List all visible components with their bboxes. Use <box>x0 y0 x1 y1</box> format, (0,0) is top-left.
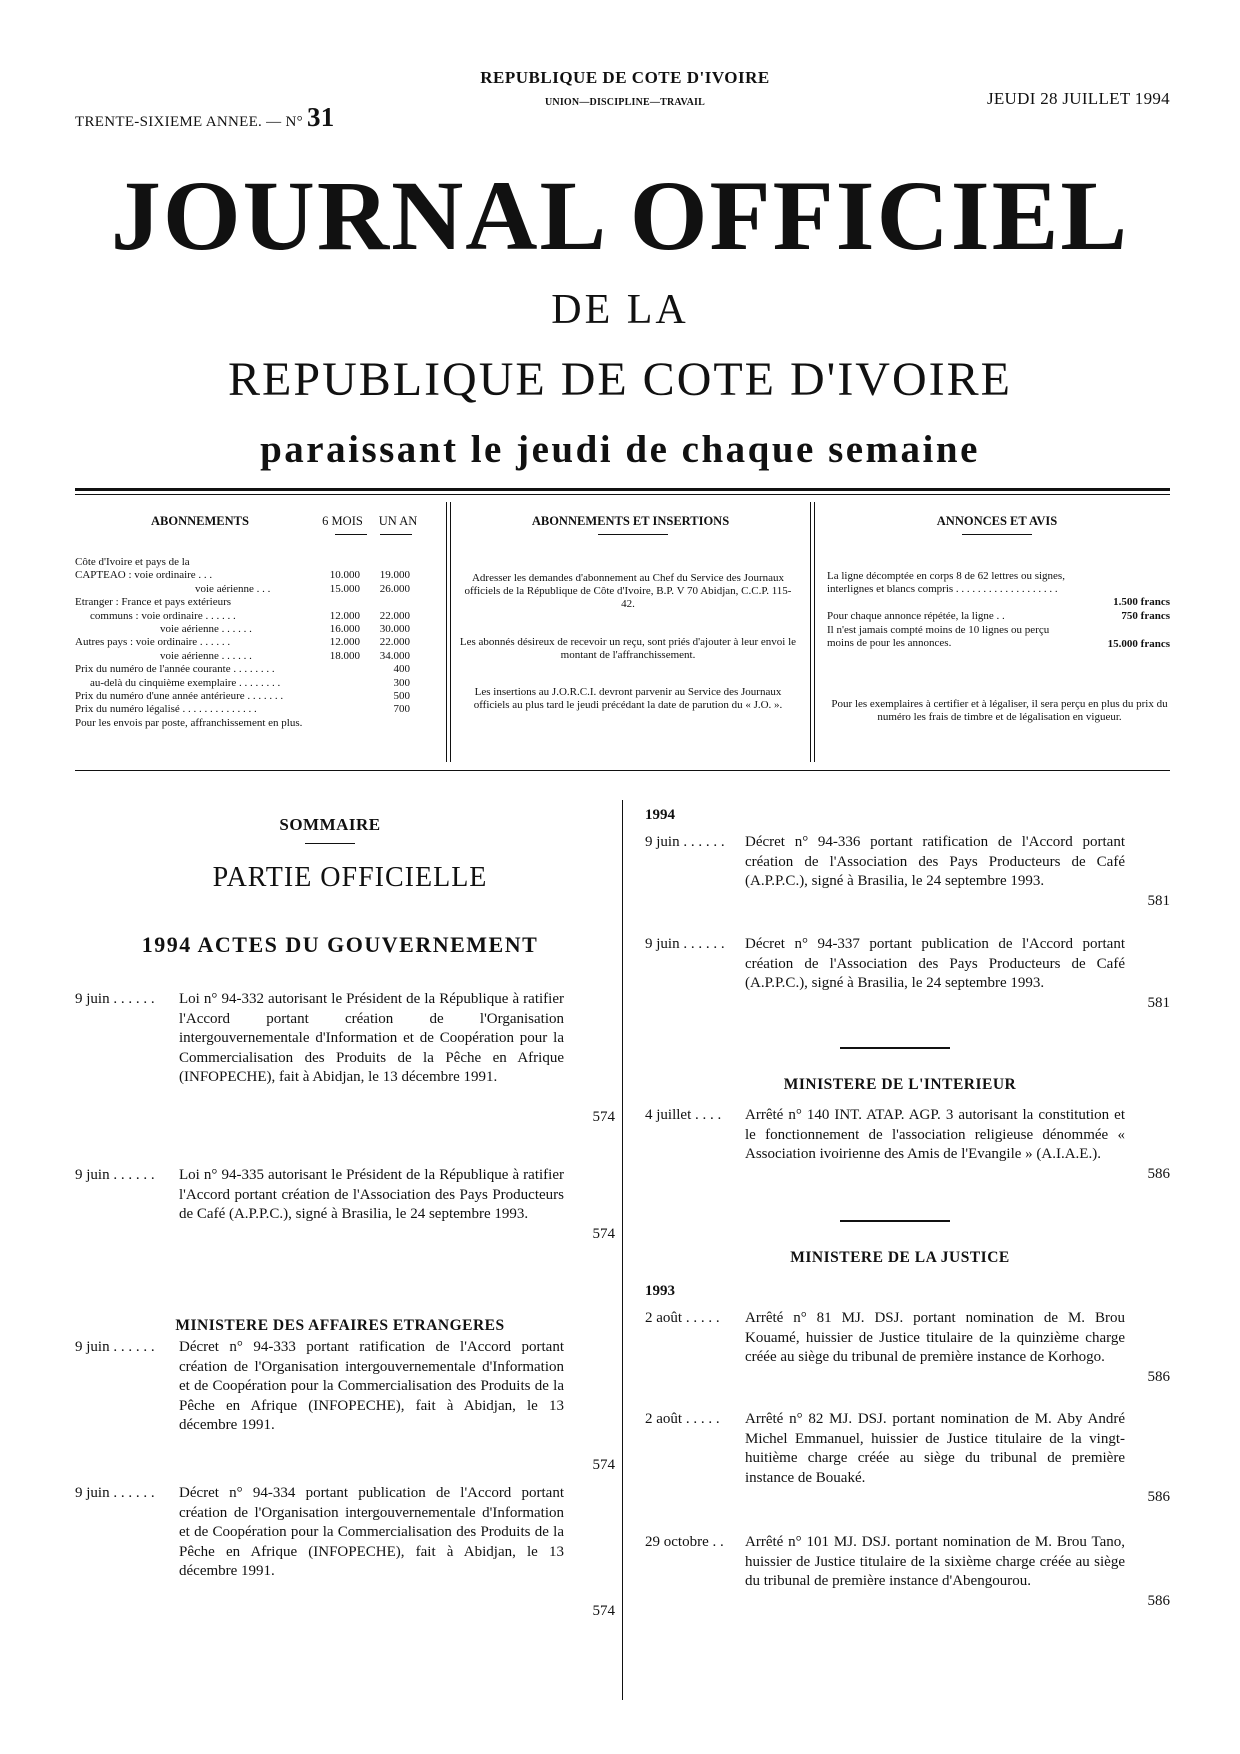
abonnements-row-un-an: 700 <box>393 703 410 716</box>
entry-date: 2 août . . . . . <box>645 1411 720 1427</box>
sommaire-entry <box>645 1533 1170 1611</box>
sommaire-entry <box>645 935 1170 1013</box>
annonces-l4: Pour les exemplaires à certifier et à légaliser, il sera perçu en plus du prix du numéro les frais de timbre et de légalisation en vigueur. <box>831 698 1168 723</box>
entry-date: 29 octobre . . <box>645 1534 724 1550</box>
justice-heading: MINISTERE DE LA JUSTICE <box>790 1249 1010 1266</box>
entry-page: 586 <box>1147 1165 1170 1182</box>
sommaire-entry <box>75 1338 615 1475</box>
abonnements-heading: ABONNEMENTS <box>151 514 249 528</box>
abonnements-row-label: Côte d'Ivoire et pays de la <box>75 556 190 568</box>
annonces-l2-price: 750 francs <box>1121 610 1170 622</box>
insertions-p2: Les abonnés désireux de recevoir un reçu, sont priés d'ajouter à leur envoi le montant de l'affranchissement. <box>459 636 797 661</box>
abonnements-row-un-an: 500 <box>393 690 410 702</box>
abonnements-row-label: voie aérienne . . . <box>195 582 271 595</box>
abonnements-row-label: voie aérienne . . . . . . <box>160 623 252 635</box>
entry-text: Décret n° 94-336 portant ratification de l'Accord portant création de l'Association des Pays Producteurs de Café (A.P.P.C.), signé à Brasilia, le 24 septembre 1993. <box>745 834 1125 890</box>
entry-text: Loi n° 94-332 autorisant le Président de la République à ratifier l'Accord portant création de l'Organisation intergouvernementale d'Information et de Coopération pour la Commercialisation des Produits de la Pêche en Afrique (INFOPECHE), fait à Abidjan, le 13 décembre 1991. <box>179 991 564 1086</box>
abonnements-row-6mois: 12.000 <box>329 636 360 649</box>
entry-page: 581 <box>1147 892 1170 909</box>
abonnements-row-un-an: 22.000 <box>379 636 410 649</box>
abonnements-row-label: Etranger : France et pays extérieurs <box>75 596 232 609</box>
issue-date: JEUDI 28 JUILLET 1994 <box>986 89 1170 108</box>
abonnements-row-label: Autres pays : voie ordinaire . . . . . . <box>75 636 231 649</box>
entry-date: 9 juin . . . . . . <box>645 936 725 952</box>
motto: UNION—DISCIPLINE—TRAVAIL <box>544 97 706 108</box>
annee-label: TRENTE-SIXIEME ANNEE. — N° <box>75 114 303 130</box>
col-un-an: UN AN <box>378 514 418 528</box>
republic-header: REPUBLIQUE DE COTE D'IVOIRE <box>480 68 770 87</box>
masthead-tagline: paraissant le jeudi de chaque semaine <box>260 428 980 471</box>
entry-date: 9 juin . . . . . . <box>75 1485 155 1501</box>
entry-text: Loi n° 94-335 autorisant le Président de la République à ratifier l'Accord portant création de l'Association des Pays Producteurs de Café (A.P.P.C.), signé à Brasilia, le 24 septembre 1993. <box>179 1167 564 1223</box>
entry-page: 574 <box>592 1456 615 1473</box>
sommaire-heading: SOMMAIRE <box>279 815 381 834</box>
sommaire-entry <box>645 1309 1170 1387</box>
issue-number: 31 <box>307 102 335 132</box>
right-column <box>645 0 1180 1754</box>
insertions-p3: Les insertions au J.O.R.C.I. devront parvenir au Service des Journaux officiels au plus tard le jeudi précédant la date de parution du « J.O. ». <box>473 686 783 711</box>
entry-text: Arrêté n° 140 INT. ATAP. AGP. 3 autorisant la constitution et le fonctionnement de l'association religieuse dénommée « Association ivoirienne des Amis de l'Evangile » (A.I.A.E.). <box>745 1107 1125 1163</box>
entry-date: 9 juin . . . . . . <box>75 1167 155 1183</box>
sommaire-entry <box>645 1106 1170 1184</box>
sommaire-entry <box>645 833 1170 911</box>
abonnements-row-un-an: 26.000 <box>379 582 410 595</box>
abonnements-row-6mois: 12.000 <box>329 609 360 622</box>
annonces-l2: Pour chaque annonce répétée, la ligne . . <box>827 610 1005 622</box>
partie-officielle-heading: PARTIE OFFICIELLE <box>212 862 488 893</box>
affaires-heading: MINISTERE DES AFFAIRES ETRANGERES <box>175 1317 505 1334</box>
sommaire-entry <box>75 990 615 1127</box>
annonces-l3-price: 15.000 francs <box>1107 638 1170 650</box>
entry-page: 581 <box>1147 994 1170 1011</box>
abonnements-row-label: au-delà du cinquième exemplaire . . . . . . . . <box>90 676 281 689</box>
entry-text: Arrêté n° 101 MJ. DSJ. portant nomination de M. Brou Tano, huissier de Justice titulaire de la sixième charge créée au siège du tribunal de première instance d'Abengourou. <box>745 1534 1125 1590</box>
entry-page: 574 <box>592 1225 615 1242</box>
abonnements-row-label: communs : voie ordinaire . . . . . . <box>90 609 236 622</box>
insertions-p1: Adresser les demandes d'abonnement au Chef du Service des Journaux officiels de la République de Côte d'Ivoire, B.P. V 70 Abidjan, C.C.P. 115-42. <box>464 572 792 610</box>
abonnements-row-un-an: 19.000 <box>379 569 410 582</box>
entry-text: Décret n° 94-334 portant publication de l'Accord portant création de l'Organisation intergouvernementale d'Information et de Coopération pour la Commercialisation des Produits de la Pêche en Afrique (INFOPECHE), fait à Abidjan, le 13 décembre 1991. <box>179 1485 564 1580</box>
abonnements-row-un-an: 400 <box>393 663 410 676</box>
abonnements-row-6mois: 10.000 <box>329 569 360 582</box>
entry-date: 9 juin . . . . . . <box>645 834 725 850</box>
entry-page: 586 <box>1147 1592 1170 1609</box>
entry-date: 9 juin . . . . . . <box>75 1339 155 1355</box>
entry-date: 9 juin . . . . . . <box>75 991 155 1007</box>
entry-page: 574 <box>592 1108 615 1125</box>
separator-1 <box>840 1047 950 1049</box>
abonnements-row-label: Prix du numéro de l'année courante . . . . . . . . <box>75 663 275 676</box>
abonnements-row-label: Prix du numéro légalisé . . . . . . . . . . . . . . <box>75 703 257 716</box>
justice-year: 1993 <box>645 1283 675 1299</box>
annonces-l1-price: 1.500 francs <box>1113 596 1170 608</box>
entry-page: 574 <box>592 1602 615 1619</box>
masthead-republique: REPUBLIQUE DE COTE D'IVOIRE <box>228 353 1012 406</box>
entry-text: Arrêté n° 81 MJ. DSJ. portant nomination de M. Brou Kouamé, huissier de Justice titulaire de la quinzième charge créée au siège du tribunal de première instance de Korhogo. <box>745 1310 1125 1366</box>
separator-2 <box>840 1220 950 1222</box>
annonces-l3: Il n'est jamais compté moins de 10 lignes ou perçu moins de pour les annonces. <box>827 624 1050 649</box>
interieur-heading: MINISTERE DE L'INTERIEUR <box>783 1076 1017 1093</box>
masthead-title: JOURNAL OFFICIEL <box>110 160 1130 271</box>
annonces-heading: ANNONCES ET AVIS <box>936 514 1058 528</box>
abonnements-row-label: CAPTEAO : voie ordinaire . . . <box>75 569 213 582</box>
abonnements-row-6mois: 15.000 <box>329 582 360 595</box>
entry-page: 586 <box>1147 1368 1170 1385</box>
abonnements-row-un-an: 34.000 <box>379 649 410 662</box>
abonnements-row-6mois: 16.000 <box>329 623 360 635</box>
entry-page: 586 <box>1147 1489 1170 1506</box>
sommaire-entry <box>75 1166 615 1244</box>
insertions-heading: ABONNEMENTS ET INSERTIONS <box>531 514 730 528</box>
entry-date: 4 juillet . . . . <box>645 1107 722 1123</box>
abonnements-row-label: voie aérienne . . . . . . <box>160 649 252 662</box>
sommaire-entry <box>645 1410 1170 1508</box>
annonces-l1: La ligne décomptée en corps 8 de 62 lettres ou signes, interlignes et blancs compris . . . . . . . . . . . . . . . . . . . <box>827 570 1065 595</box>
abonnements-row-un-an: 300 <box>393 676 410 689</box>
sommaire-entry <box>75 1484 615 1621</box>
entry-text: Décret n° 94-337 portant publication de l'Accord portant création de l'Association des Pays Producteurs de Café (A.P.P.C.), signé à Brasilia, le 24 septembre 1993. <box>745 936 1125 992</box>
column-divider <box>622 800 623 1700</box>
left-column <box>75 0 620 1754</box>
entry-text: Arrêté n° 82 MJ. DSJ. portant nomination de M. Aby André Michel Emmanuel, huissier de Justice titulaire de la vingt-huitième charge créée au siège du tribunal de première instance de Bouaké. <box>745 1411 1125 1486</box>
col-6mois: 6 MOIS <box>322 514 363 528</box>
right-year: 1994 <box>645 807 675 823</box>
entry-date: 2 août . . . . . <box>645 1310 720 1326</box>
abonnements-row-label: Pour les envois par poste, affranchissement en plus. <box>75 716 303 729</box>
actes-heading: 1994 ACTES DU GOUVERNEMENT <box>141 932 539 957</box>
abonnements-row-label: Prix du numéro d'une année antérieure . . . . . . . <box>75 690 284 702</box>
abonnements-row-6mois: 18.000 <box>329 649 360 662</box>
abonnements-row-un-an: 22.000 <box>379 609 410 622</box>
masthead-de-la: DE LA <box>551 287 689 333</box>
abonnements-row-un-an: 30.000 <box>379 623 410 635</box>
entry-text: Décret n° 94-333 portant ratification de l'Accord portant création de l'Organisation intergouvernementale d'Information et de Coopération pour la Commercialisation des Produits de la Pêche en Afrique (INFOPECHE), fait à Abidjan, le 13 décembre 1991. <box>179 1339 564 1434</box>
